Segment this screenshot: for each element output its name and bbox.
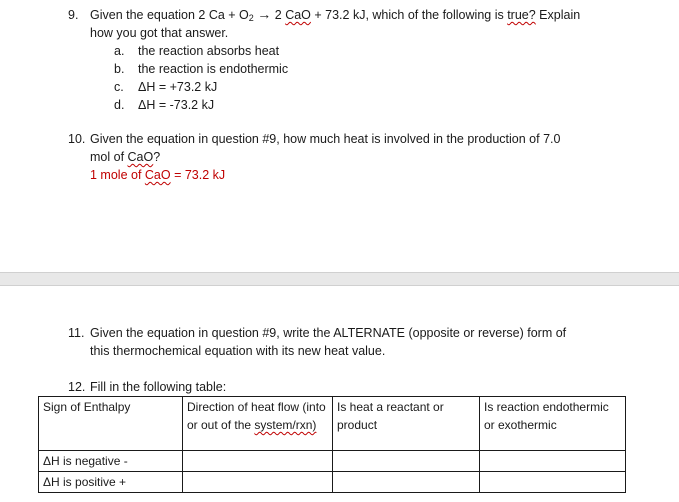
table-header-cell: Is reaction endothermic or exothermic [480,397,626,451]
question-text: Given the equation 2 $Ca + O_2 \to 2$ CaO + 73.2 kJ, which of the following is true? Explain [90,6,581,23]
question-9-line-2: how you got that answer. [90,26,229,40]
option-d: d. ΔH = -73.2 kJ [114,98,215,112]
subscript: 2 [248,13,254,23]
answer-text: 1 mole of CaO = 73.2 kJ [90,168,226,182]
table-cell[interactable] [480,472,626,493]
question-number: 11. [68,326,85,340]
table-cell: ΔH is negative - [39,451,183,472]
table-header-cell: Direction of heat flow (into or out of the system/rxn) [183,397,333,451]
table-row [39,472,626,493]
table-header-row [39,397,626,451]
question-number: 10. [68,132,86,146]
table-header-cell: Sign of Enthalpy [39,397,183,451]
spellcheck-word: CaO [144,168,171,182]
spellcheck-word: system/rxn) [254,418,317,432]
question-text: Given the equation in question #9, write the ALTERNATE (opposite or reverse) form of [90,326,567,340]
option-a: a. the reaction absorbs heat [114,44,280,58]
question-11-line-2: this thermochemical equation with its new heat value. [90,344,386,358]
table-cell: ΔH is positive + [39,472,183,493]
question-text: Given the equation in question #9, how much heat is involved in the production of 7.0 [90,132,561,146]
question-number: 12. [68,380,86,394]
table-cell[interactable] [480,451,626,472]
table-cell[interactable] [183,472,333,493]
table-row [39,451,626,472]
spellcheck-word: CaO [127,150,154,164]
reaction-arrow-icon: → [257,6,272,22]
table-cell[interactable] [183,451,333,472]
question-10 [68,130,560,148]
option-c: c. ΔH = +73.2 kJ [114,80,218,94]
page-break [0,272,679,286]
question-12 [68,378,226,396]
option-b: b. the reaction is endothermic [114,62,289,76]
table-cell[interactable] [333,472,480,493]
spellcheck-word: CaO [285,8,311,22]
question-number: 9. [68,8,79,22]
question-10-line-2: mol of CaO? [90,150,161,164]
spellcheck-word: true? [507,8,536,22]
enthalpy-table [38,396,626,493]
question-text: Fill in the following table: [90,380,227,394]
table-cell[interactable] [333,451,480,472]
question-11 [68,324,566,342]
table-header-cell: Is heat a reactant or product [333,397,480,451]
